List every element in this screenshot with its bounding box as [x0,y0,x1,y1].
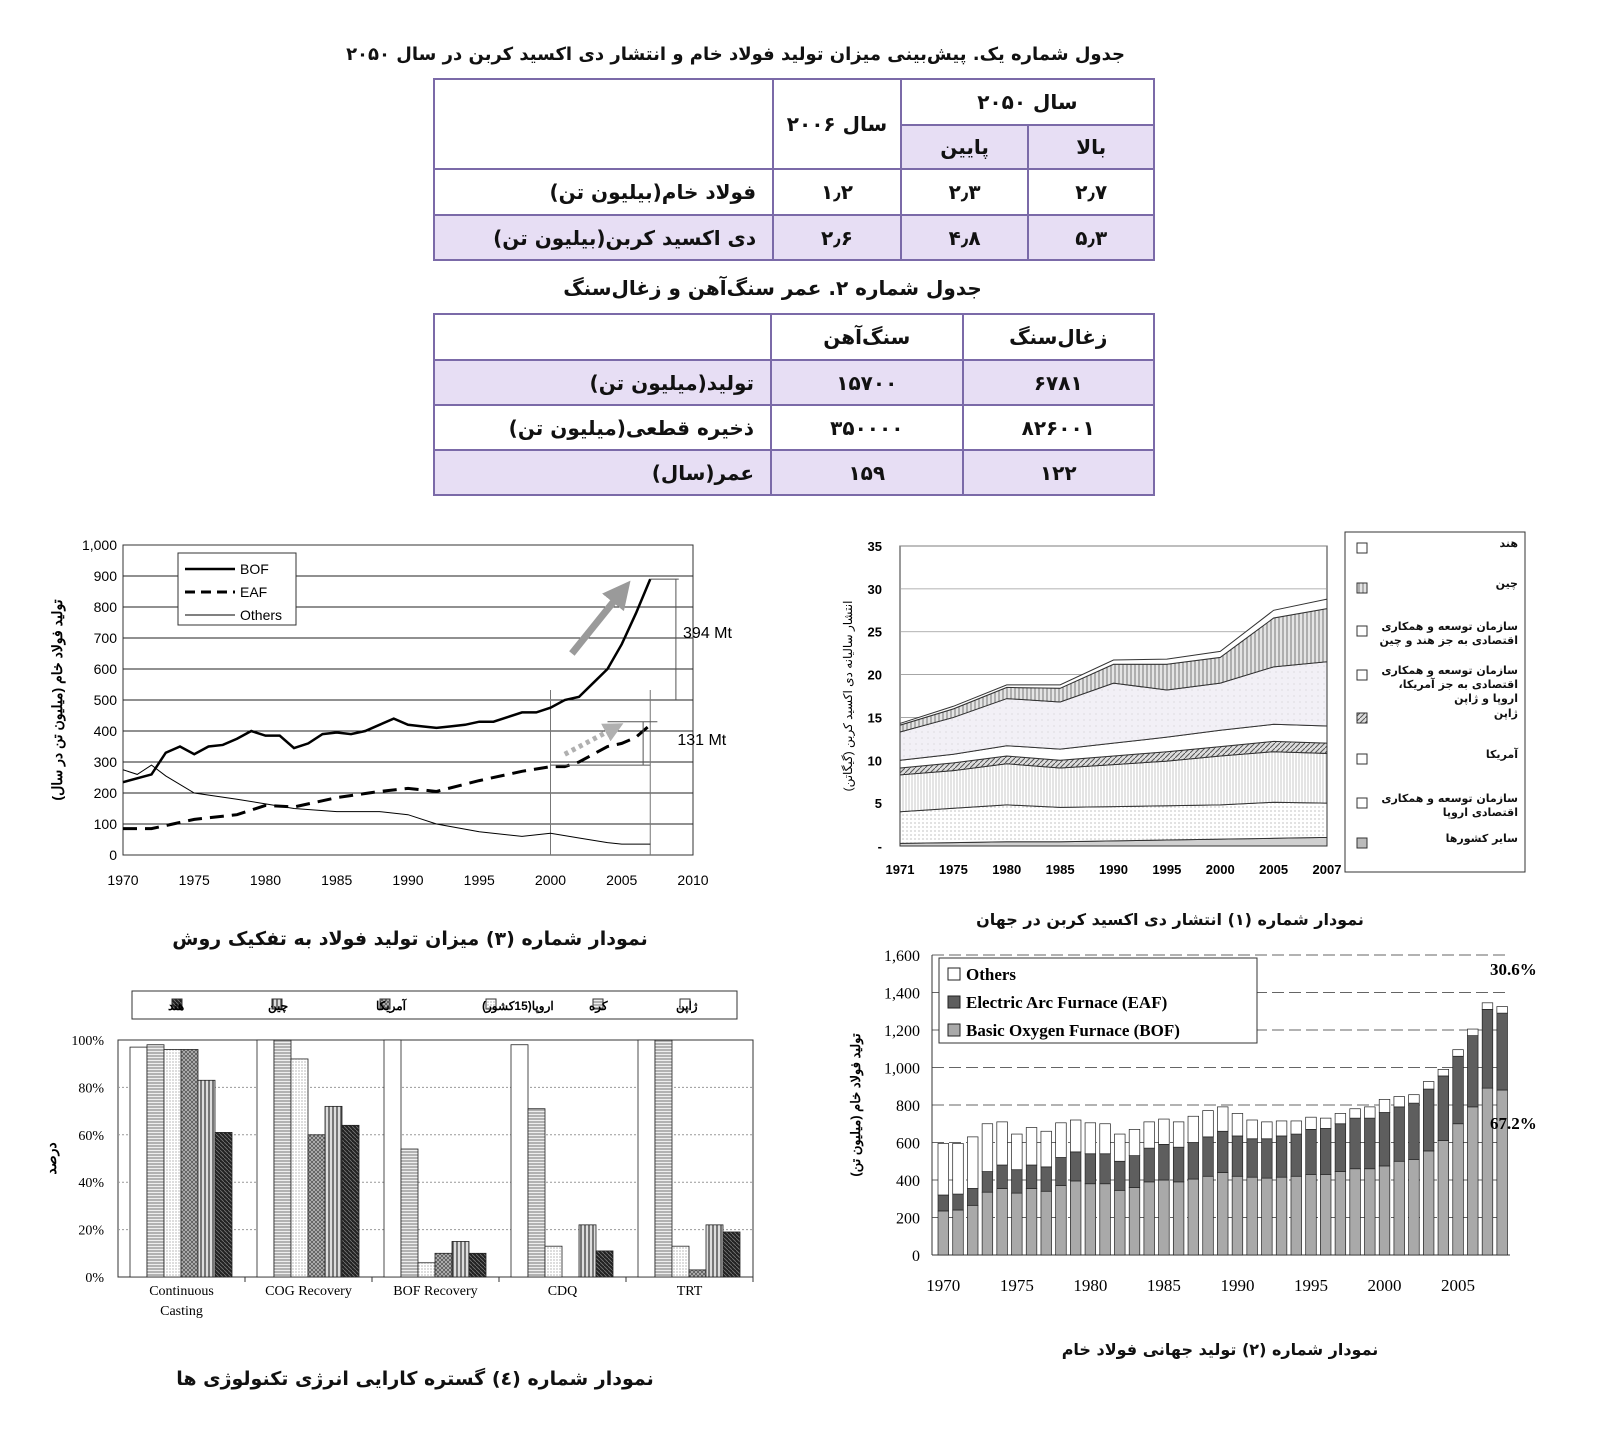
bar-segment [1203,1111,1214,1137]
bar-segment [1394,1161,1405,1255]
y-tick-label: - [877,839,882,854]
legend-label: کره [589,999,608,1013]
bar-segment [1335,1113,1346,1123]
bar-segment [1379,1166,1390,1255]
bar [435,1253,452,1277]
y-tick-label: 60% [78,1128,104,1144]
bar-segment [1217,1173,1228,1256]
bar-segment [1114,1190,1125,1255]
legend-label: سازمان توسعه و همکاری اقتصادی به جز هند و چین [1379,620,1518,647]
bar-segment [997,1122,1008,1165]
x-tick-label: 1995 [1152,862,1182,877]
bar-segment [1129,1188,1140,1256]
bar-segment [1085,1184,1096,1255]
chart1-area-chart [830,538,1580,908]
annotation-label: 67.2% [1490,1114,1537,1133]
bar [130,1047,147,1277]
bar-segment [967,1137,978,1189]
table1-cell: ۲٫۶ [773,215,901,260]
bar-segment [1379,1099,1390,1112]
y-tick-label: 5 [874,796,882,812]
legend-label: Others [240,607,283,623]
bar [545,1246,562,1277]
table1-cell: ۲٫۷ [1028,169,1154,215]
legend-swatch [1357,626,1367,636]
bar-segment [1409,1103,1420,1159]
bar-segment [1217,1107,1228,1131]
table1-header-2050: سال ۲۰۵۰ [901,79,1154,125]
y-tick-label: 400 [93,723,117,739]
bar-segment [1144,1148,1155,1182]
bar-segment [1129,1156,1140,1188]
x-tick-label: TRT [676,1284,703,1299]
bar-segment [1320,1118,1331,1128]
x-tick-label: 2005 [1441,1276,1476,1295]
bar-segment [1394,1097,1405,1107]
bar-segment [1217,1131,1228,1172]
table1-cell: ۲٫۳ [901,169,1029,215]
x-tick-label: 1980 [249,872,282,888]
bar-segment [1320,1174,1331,1255]
legend-label: BOF [240,561,269,577]
y-tick-label: 30 [867,581,882,597]
bar-segment [1026,1165,1037,1188]
bar-segment [1085,1123,1096,1154]
x-tick-label: COG Recovery [265,1284,352,1299]
legend-label: هند [1499,537,1518,550]
x-tick-label: 1975 [938,862,968,877]
table1-row-label: فولاد خام(بیلیون تن) [434,169,773,215]
x-tick-label: 2005 [606,872,638,888]
bar-segment [1232,1136,1243,1176]
bar-segment [1379,1113,1390,1166]
bar [342,1125,359,1277]
x-tick-label: BOF Recovery [393,1284,478,1299]
bar-segment [953,1143,964,1194]
bar-segment [1276,1177,1287,1255]
bar [257,1040,274,1277]
bar-segment [1276,1136,1287,1177]
bar-segment [1012,1170,1023,1193]
bar [723,1232,740,1277]
y-tick-label: 0 [109,847,117,863]
y-axis-label: درصد [43,1142,59,1175]
table1 [433,78,1155,261]
legend-label: هند [168,999,185,1013]
bar-segment [1394,1107,1405,1161]
table1-header-empty [434,79,773,169]
bar-segment [1114,1134,1125,1161]
bar-segment [1247,1120,1258,1139]
bar-segment [982,1172,993,1193]
x-tick-label: 2000 [534,872,567,888]
legend-swatch [1357,838,1367,848]
y-tick-label: 1,600 [884,948,920,965]
bar [291,1059,308,1277]
bar-segment [953,1210,964,1255]
bar-segment [1056,1186,1067,1255]
x-tick-label: 2000 [1367,1276,1402,1295]
legend-swatch [1357,798,1367,808]
legend-box [132,991,737,1019]
y-tick-label: 100% [71,1034,104,1049]
table1-cell: ۴٫۸ [901,215,1029,260]
bar-segment [1188,1143,1199,1180]
bar-segment [1409,1159,1420,1255]
bar-segment [1335,1172,1346,1255]
chart1-caption: نمودار شماره (۱) انتشار دی اکسید کربن در جهان [976,910,1364,929]
y-axis-label: تولید فولاد خام (میلیون تن) [848,1033,863,1177]
y-tick-label: 20% [78,1223,104,1239]
x-tick-label: 1995 [1293,1276,1328,1295]
bar-segment [1232,1113,1243,1136]
x-tick-label: 1990 [1099,862,1128,877]
bar-segment [1497,1013,1508,1090]
legend-label: اروپا(15کشور) [482,999,554,1013]
bar-segment [1041,1191,1052,1255]
x-tick-label: CDQ [547,1284,578,1299]
legend-swatch [1357,583,1367,593]
legend-label: ژاپن [676,999,698,1013]
bar-segment [1232,1176,1243,1255]
bar-segment [1365,1118,1376,1169]
y-tick-label: 1,400 [884,985,920,1003]
bar-segment [967,1188,978,1205]
x-tick-label: 2005 [1259,862,1289,877]
y-tick-label: 10 [867,753,882,769]
bar-segment [1467,1029,1478,1036]
bar-segment [938,1143,949,1195]
bar-segment [1247,1139,1258,1177]
table2-cell: ۶۷۸۱ [963,360,1155,405]
bar [655,1040,672,1277]
y-tick-label: 900 [93,568,117,584]
legend-label: Basic Oxygen Furnace (BOF) [966,1021,1180,1040]
y-tick-label: 300 [93,754,117,770]
bar-segment [1306,1174,1317,1255]
bar-segment [1306,1117,1317,1129]
bar-segment [1453,1056,1464,1124]
bar-segment [1291,1121,1302,1134]
x-tick-label: Casting [160,1304,203,1319]
table2-row-label: ذخیره قطعی(میلیون تن) [434,405,771,450]
bar [528,1109,545,1277]
bar-segment [1453,1050,1464,1057]
table2-row-label: تولید(میلیون تن) [434,360,771,405]
bar-segment [1100,1154,1111,1184]
y-tick-label: 100 [93,816,117,832]
y-tick-label: 1,000 [884,1060,920,1078]
bar [672,1246,689,1277]
x-tick-label: 1980 [992,862,1022,877]
y-tick-label: 35 [867,539,882,554]
chart4-bar-chart [40,999,770,1355]
bar-segment [1262,1122,1273,1139]
bar-segment [1467,1036,1478,1107]
legend-label: سازمان توسعه و همکاری اقتصادی اروپا [1381,792,1518,819]
bar-segment [953,1194,964,1210]
legend-label-box [1370,832,1518,882]
bar-segment [1497,1007,1508,1014]
x-tick-label: 1985 [321,872,353,888]
bar [215,1132,232,1277]
bar-segment [1056,1158,1067,1186]
legend-label: EAF [240,584,268,600]
x-tick-label: 1995 [463,872,495,888]
bar [596,1251,613,1277]
bar [511,1045,528,1277]
bar-segment [1159,1144,1170,1180]
bar [274,1040,291,1277]
legend-swatch [948,968,960,980]
bar-segment [1423,1082,1434,1090]
bar [469,1253,486,1277]
legend-label: چین [268,999,289,1013]
x-tick-label: 1975 [178,872,210,888]
y-tick-label: 800 [93,599,117,615]
bar-segment [1114,1161,1125,1190]
bar-segment [1026,1128,1037,1166]
bar-segment [1026,1188,1037,1255]
legend-swatch [1357,713,1367,723]
chart3-caption: نمودار شماره (۳) میزان تولید فولاد به تفکیک روش [172,928,648,950]
bar-segment [1188,1179,1199,1255]
y-tick-label: 1,200 [884,1023,920,1040]
table1-row-label: دی اکسید کربن(بیلیون تن) [434,215,773,260]
bar-segment [1365,1107,1376,1118]
bar-segment [1129,1129,1140,1155]
table2-cell: ۸۲۶۰۰۱ [963,405,1155,450]
table2-cell: ۱۵۹ [771,450,962,495]
x-tick-label: 2000 [1205,862,1235,877]
chart4-caption: نمودار شماره (٤) گستره کارایی انرژی تکنولوژی ها [176,1368,654,1390]
y-axis-label: انتشار سالیانه دی اکسید کربن (گیگاتن) [841,600,855,792]
bar-segment [1056,1123,1067,1158]
table2-cell: ۱۲۲ [963,450,1155,495]
x-tick-label: 1985 [1045,862,1075,877]
bar-segment [1291,1176,1302,1255]
chart2-caption: نمودار شماره (۲) تولید جهانی فولاد خام [1061,1340,1379,1359]
x-tick-label: 1985 [1146,1276,1181,1295]
bar-segment [1100,1184,1111,1255]
bar-segment [1085,1154,1096,1184]
bar-segment [938,1195,949,1211]
y-tick-label: 20 [867,667,882,683]
legend-label-box [1370,748,1518,798]
bar-segment [1188,1116,1199,1142]
table1-title: جدول شماره یک. پیش‌بینی میزان تولید فولاد خام و انتشار دی اکسید کربن در سال ۲۰۵۰ [346,44,1125,65]
bar-segment [1482,1009,1493,1088]
table2-header-empty [434,314,771,360]
table1-cell: ۵٫۳ [1028,215,1154,260]
legend-label: ژاپن [1493,707,1518,720]
x-tick-label: Continuous [149,1284,214,1299]
x-tick-label: 1980 [1073,1276,1108,1295]
annotation-label: 30.6% [1490,960,1537,979]
y-tick-label: 0 [912,1248,920,1265]
y-axis-label: تولید فولاد خام (میلیون تن در سال) [49,599,65,801]
y-tick-label: 80% [78,1081,104,1097]
bar-segment [1159,1119,1170,1144]
bar-segment [938,1211,949,1255]
legend-label: آمریکا [376,999,407,1013]
area-series [900,802,1327,843]
y-tick-label: 15 [867,710,882,726]
bar-segment [1350,1118,1361,1169]
bar-segment [1306,1129,1317,1174]
legend-label: Others [966,965,1017,984]
y-tick-label: 700 [93,630,117,646]
legend-label-box [1370,620,1518,670]
table2 [433,313,1155,496]
table2-cell: ۳۵۰۰۰۰ [771,405,962,450]
bar-segment [967,1205,978,1255]
y-tick-label: 1,000 [81,537,117,553]
x-tick-label: 2007 [1312,862,1342,877]
bar-segment [1173,1182,1184,1255]
bar-segment [1482,1003,1493,1010]
chart3-line-chart [40,537,740,915]
bar-segment [1070,1152,1081,1181]
bar [384,1040,401,1277]
bar-segment [1262,1139,1273,1178]
bar-segment [1438,1141,1449,1255]
bar-segment [1467,1107,1478,1255]
bar-segment [1173,1147,1184,1182]
bar [706,1225,723,1277]
legend-label: چین [1495,577,1518,590]
bar-segment [1335,1124,1346,1172]
y-tick-label: 200 [896,1210,920,1228]
y-tick-label: 25 [867,624,882,640]
bar-segment [1100,1124,1111,1154]
x-tick-label: 1970 [107,872,139,888]
bar-segment [1350,1109,1361,1118]
legend-swatch [1357,543,1367,553]
bar-segment [1423,1089,1434,1151]
x-tick-label: 1990 [392,872,424,888]
bar [401,1149,418,1277]
y-tick-label: 500 [93,692,117,708]
bar-segment [1041,1131,1052,1167]
table1-cell: ۱٫۲ [773,169,901,215]
bar-segment [997,1188,1008,1255]
legend-swatch [948,996,960,1008]
bar-segment [1070,1120,1081,1152]
bar-segment [1070,1181,1081,1255]
bar-segment [1144,1122,1155,1148]
bar-segment [997,1165,1008,1188]
table1-header-2006: سال ۲۰۰۶ [773,79,901,169]
table2-row-label: عمر(سال) [434,450,771,495]
table1-header-low: پایین [901,125,1029,169]
bar [452,1241,469,1277]
bar-segment [1365,1169,1376,1255]
table2-header-coal: زغال‌سنگ [963,314,1155,360]
bar-segment [1438,1069,1449,1076]
bar-segment [1438,1076,1449,1141]
bar-segment [1320,1128,1331,1174]
table2-header-iron: سنگ‌آهن [771,314,962,360]
x-tick-label: 1975 [999,1276,1034,1295]
bar-segment [1276,1121,1287,1136]
x-tick-label: 2010 [677,872,709,888]
legend-label: سایر کشورها [1445,832,1518,845]
bar-segment [1453,1124,1464,1255]
bar [198,1080,215,1277]
table2-cell: ۱۵۷۰۰ [771,360,962,405]
bar [689,1270,706,1277]
legend-swatch [1357,754,1367,764]
bar [308,1135,325,1277]
y-tick-label: 400 [896,1173,920,1190]
legend-label: Electric Arc Furnace (EAF) [966,993,1168,1012]
bar-segment [1350,1169,1361,1255]
table2-title: جدول شماره ۲. عمر سنگ‌آهن و زغال‌سنگ [563,276,982,300]
y-tick-label: 0% [85,1271,104,1286]
y-tick-label: 600 [896,1135,920,1153]
bar [147,1045,164,1277]
legend-label: سازمان توسعه و همکاری اقتصادی به جز آمریکا، اروپا و ژاپن [1381,664,1518,705]
bar [418,1263,435,1277]
bar-segment [1159,1180,1170,1255]
table1-header-high: بالا [1028,125,1154,169]
y-tick-label: 800 [896,1098,920,1115]
bar [181,1049,198,1277]
bar-segment [1012,1193,1023,1255]
bar-segment [982,1192,993,1255]
bar-segment [1291,1134,1302,1176]
bar-segment [982,1124,993,1172]
bar-segment [1262,1178,1273,1255]
x-tick-label: 1970 [926,1276,961,1295]
bar-segment [1012,1134,1023,1170]
bar [325,1106,342,1277]
bar-segment [1409,1095,1420,1103]
y-tick-label: 40% [78,1176,104,1192]
legend-label: آمریکا [1485,748,1518,761]
bar [638,1040,655,1277]
bar-segment [1203,1176,1214,1255]
bar-segment [1144,1182,1155,1255]
bar-segment [1247,1177,1258,1255]
y-tick-label: 600 [93,661,117,677]
annotation-label: 131 Mt [677,731,727,749]
bar [164,1049,181,1277]
legend-swatch [948,1024,960,1036]
x-tick-label: 1971 [885,862,915,877]
x-tick-label: 1990 [1220,1276,1255,1295]
bar-segment [1173,1122,1184,1147]
bar-segment [1203,1137,1214,1176]
bar-segment [1423,1151,1434,1255]
annotation-label: 394 Mt [683,625,732,642]
y-tick-label: 200 [93,785,117,801]
bar-segment [1041,1167,1052,1191]
legend-swatch [1357,670,1367,680]
bar [579,1225,596,1277]
chart2-stacked-bar-chart [840,948,1580,1325]
